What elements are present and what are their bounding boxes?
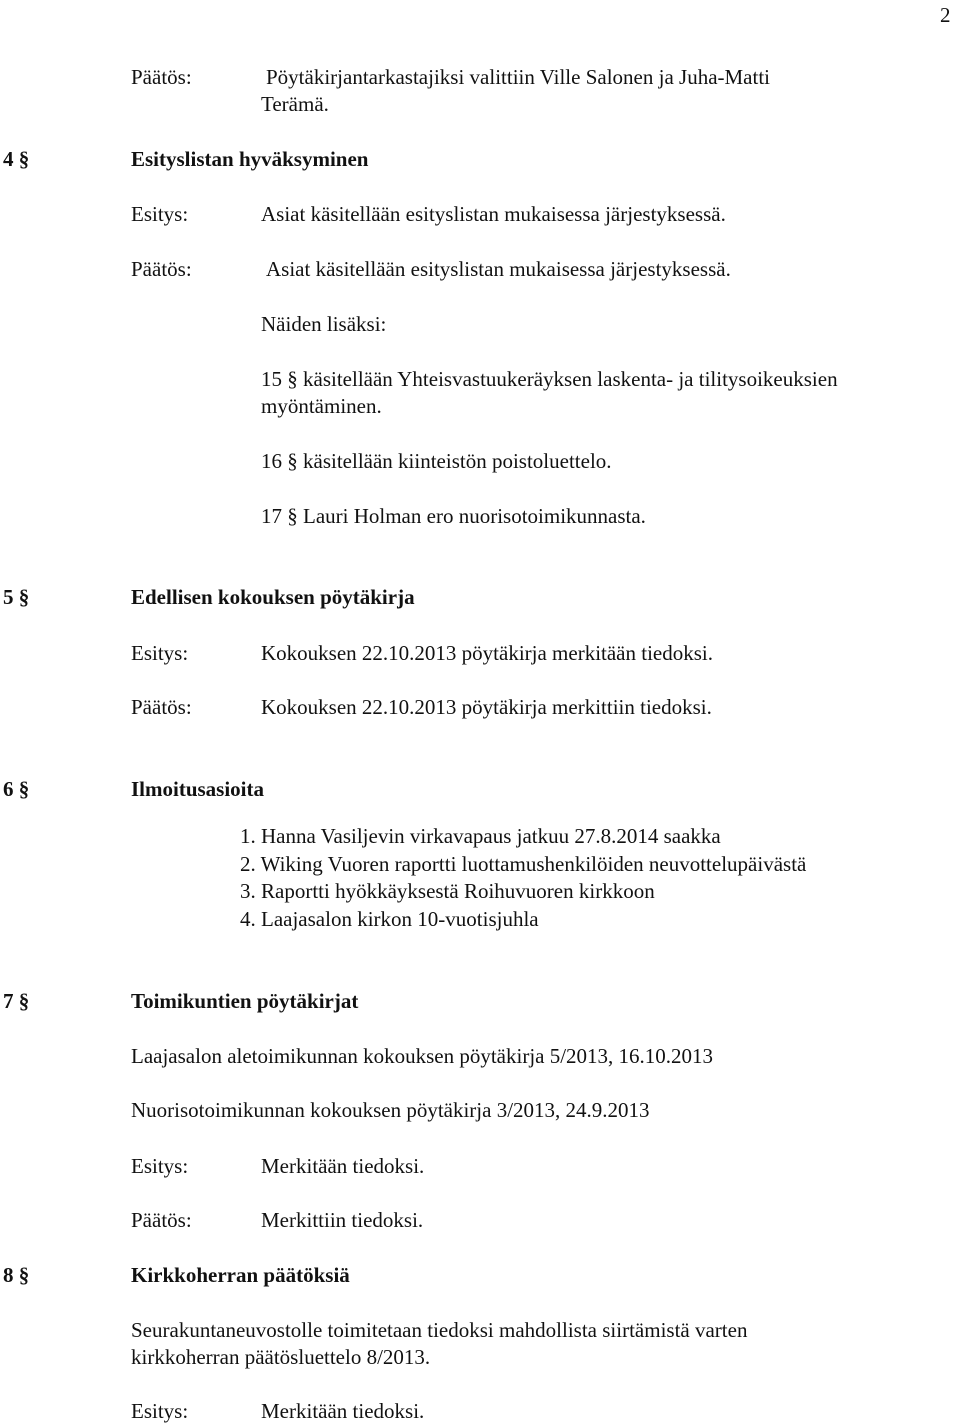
proposal-text: Asiat käsitellään esityslistan mukaisessa järjestyksessä. xyxy=(261,202,726,226)
page-number: 2 xyxy=(940,3,951,27)
decision-label: Päätös: xyxy=(131,695,192,719)
section-5-title: Edellisen kokouksen pöytäkirja xyxy=(131,585,415,609)
addition-15-line1: 15 § käsitellään Yhteisvastuukeräyksen laskenta- ja tilitysoikeuksien xyxy=(261,367,838,391)
minutes-reference: Laajasalon aletoimikunnan kokouksen pöytäkirja 5/2013, 16.10.2013 xyxy=(131,1044,714,1068)
section-7-title: Toimikuntien pöytäkirjat xyxy=(131,989,359,1013)
decision-text-line1: Pöytäkirjantarkastajiksi valittiin Ville Salonen ja Juha-Matti xyxy=(266,65,771,89)
decision-text: Asiat käsitellään esityslistan mukaisessa järjestyksessä. xyxy=(266,257,731,281)
proposal-text: Merkitään tiedoksi. xyxy=(261,1399,425,1423)
list-item: 2. Wiking Vuoren raportti luottamushenkilöiden neuvottelupäivästä xyxy=(240,852,807,876)
additions-intro: Näiden lisäksi: xyxy=(261,312,387,336)
section-8-number: 8 § xyxy=(3,1263,30,1287)
section-4-title: Esityslistan hyväksyminen xyxy=(131,147,369,171)
list-item: 3. Raportti hyökkäyksestä Roihuvuoren kirkkoon xyxy=(240,879,655,903)
section-7-number: 7 § xyxy=(3,989,30,1013)
list-item: 1. Hanna Vasiljevin virkavapaus jatkuu 27.8.2014 saakka xyxy=(240,824,721,848)
section-4-number: 4 § xyxy=(3,147,30,171)
decision-text: Kokouksen 22.10.2013 pöytäkirja merkittiin tiedoksi. xyxy=(261,695,712,719)
section-6-number: 6 § xyxy=(3,777,30,801)
decision-text: Merkittiin tiedoksi. xyxy=(261,1208,424,1232)
decision-text-line2: Terämä. xyxy=(261,92,329,116)
section-6-title: Ilmoitusasioita xyxy=(131,777,265,801)
section-8-title: Kirkkoherran päätöksiä xyxy=(131,1263,350,1287)
minutes-reference: Nuorisotoimikunnan kokouksen pöytäkirja 3/2013, 24.9.2013 xyxy=(131,1098,650,1122)
decision-label: Päätös: xyxy=(131,257,192,281)
addition-15-line2: myöntäminen. xyxy=(261,394,382,418)
proposal-text: Merkitään tiedoksi. xyxy=(261,1154,425,1178)
section-8-text-line2: kirkkoherran päätösluettelo 8/2013. xyxy=(131,1345,431,1369)
addition-17: 17 § Lauri Holman ero nuorisotoimikunnasta. xyxy=(261,504,646,528)
section-8-text-line1: Seurakuntaneuvostolle toimitetaan tiedoksi mahdollista siirtämistä varten xyxy=(131,1318,748,1342)
proposal-label: Esitys: xyxy=(131,641,189,665)
addition-16: 16 § käsitellään kiinteistön poistoluettelo. xyxy=(261,449,612,473)
proposal-label: Esitys: xyxy=(131,1399,189,1423)
proposal-label: Esitys: xyxy=(131,202,189,226)
decision-label: Päätös: xyxy=(131,1208,192,1232)
section-5-number: 5 § xyxy=(3,585,30,609)
decision-label: Päätös: xyxy=(131,65,192,89)
proposal-label: Esitys: xyxy=(131,1154,189,1178)
list-item: 4. Laajasalon kirkon 10-vuotisjuhla xyxy=(240,907,539,931)
proposal-text: Kokouksen 22.10.2013 pöytäkirja merkitään tiedoksi. xyxy=(261,641,714,665)
